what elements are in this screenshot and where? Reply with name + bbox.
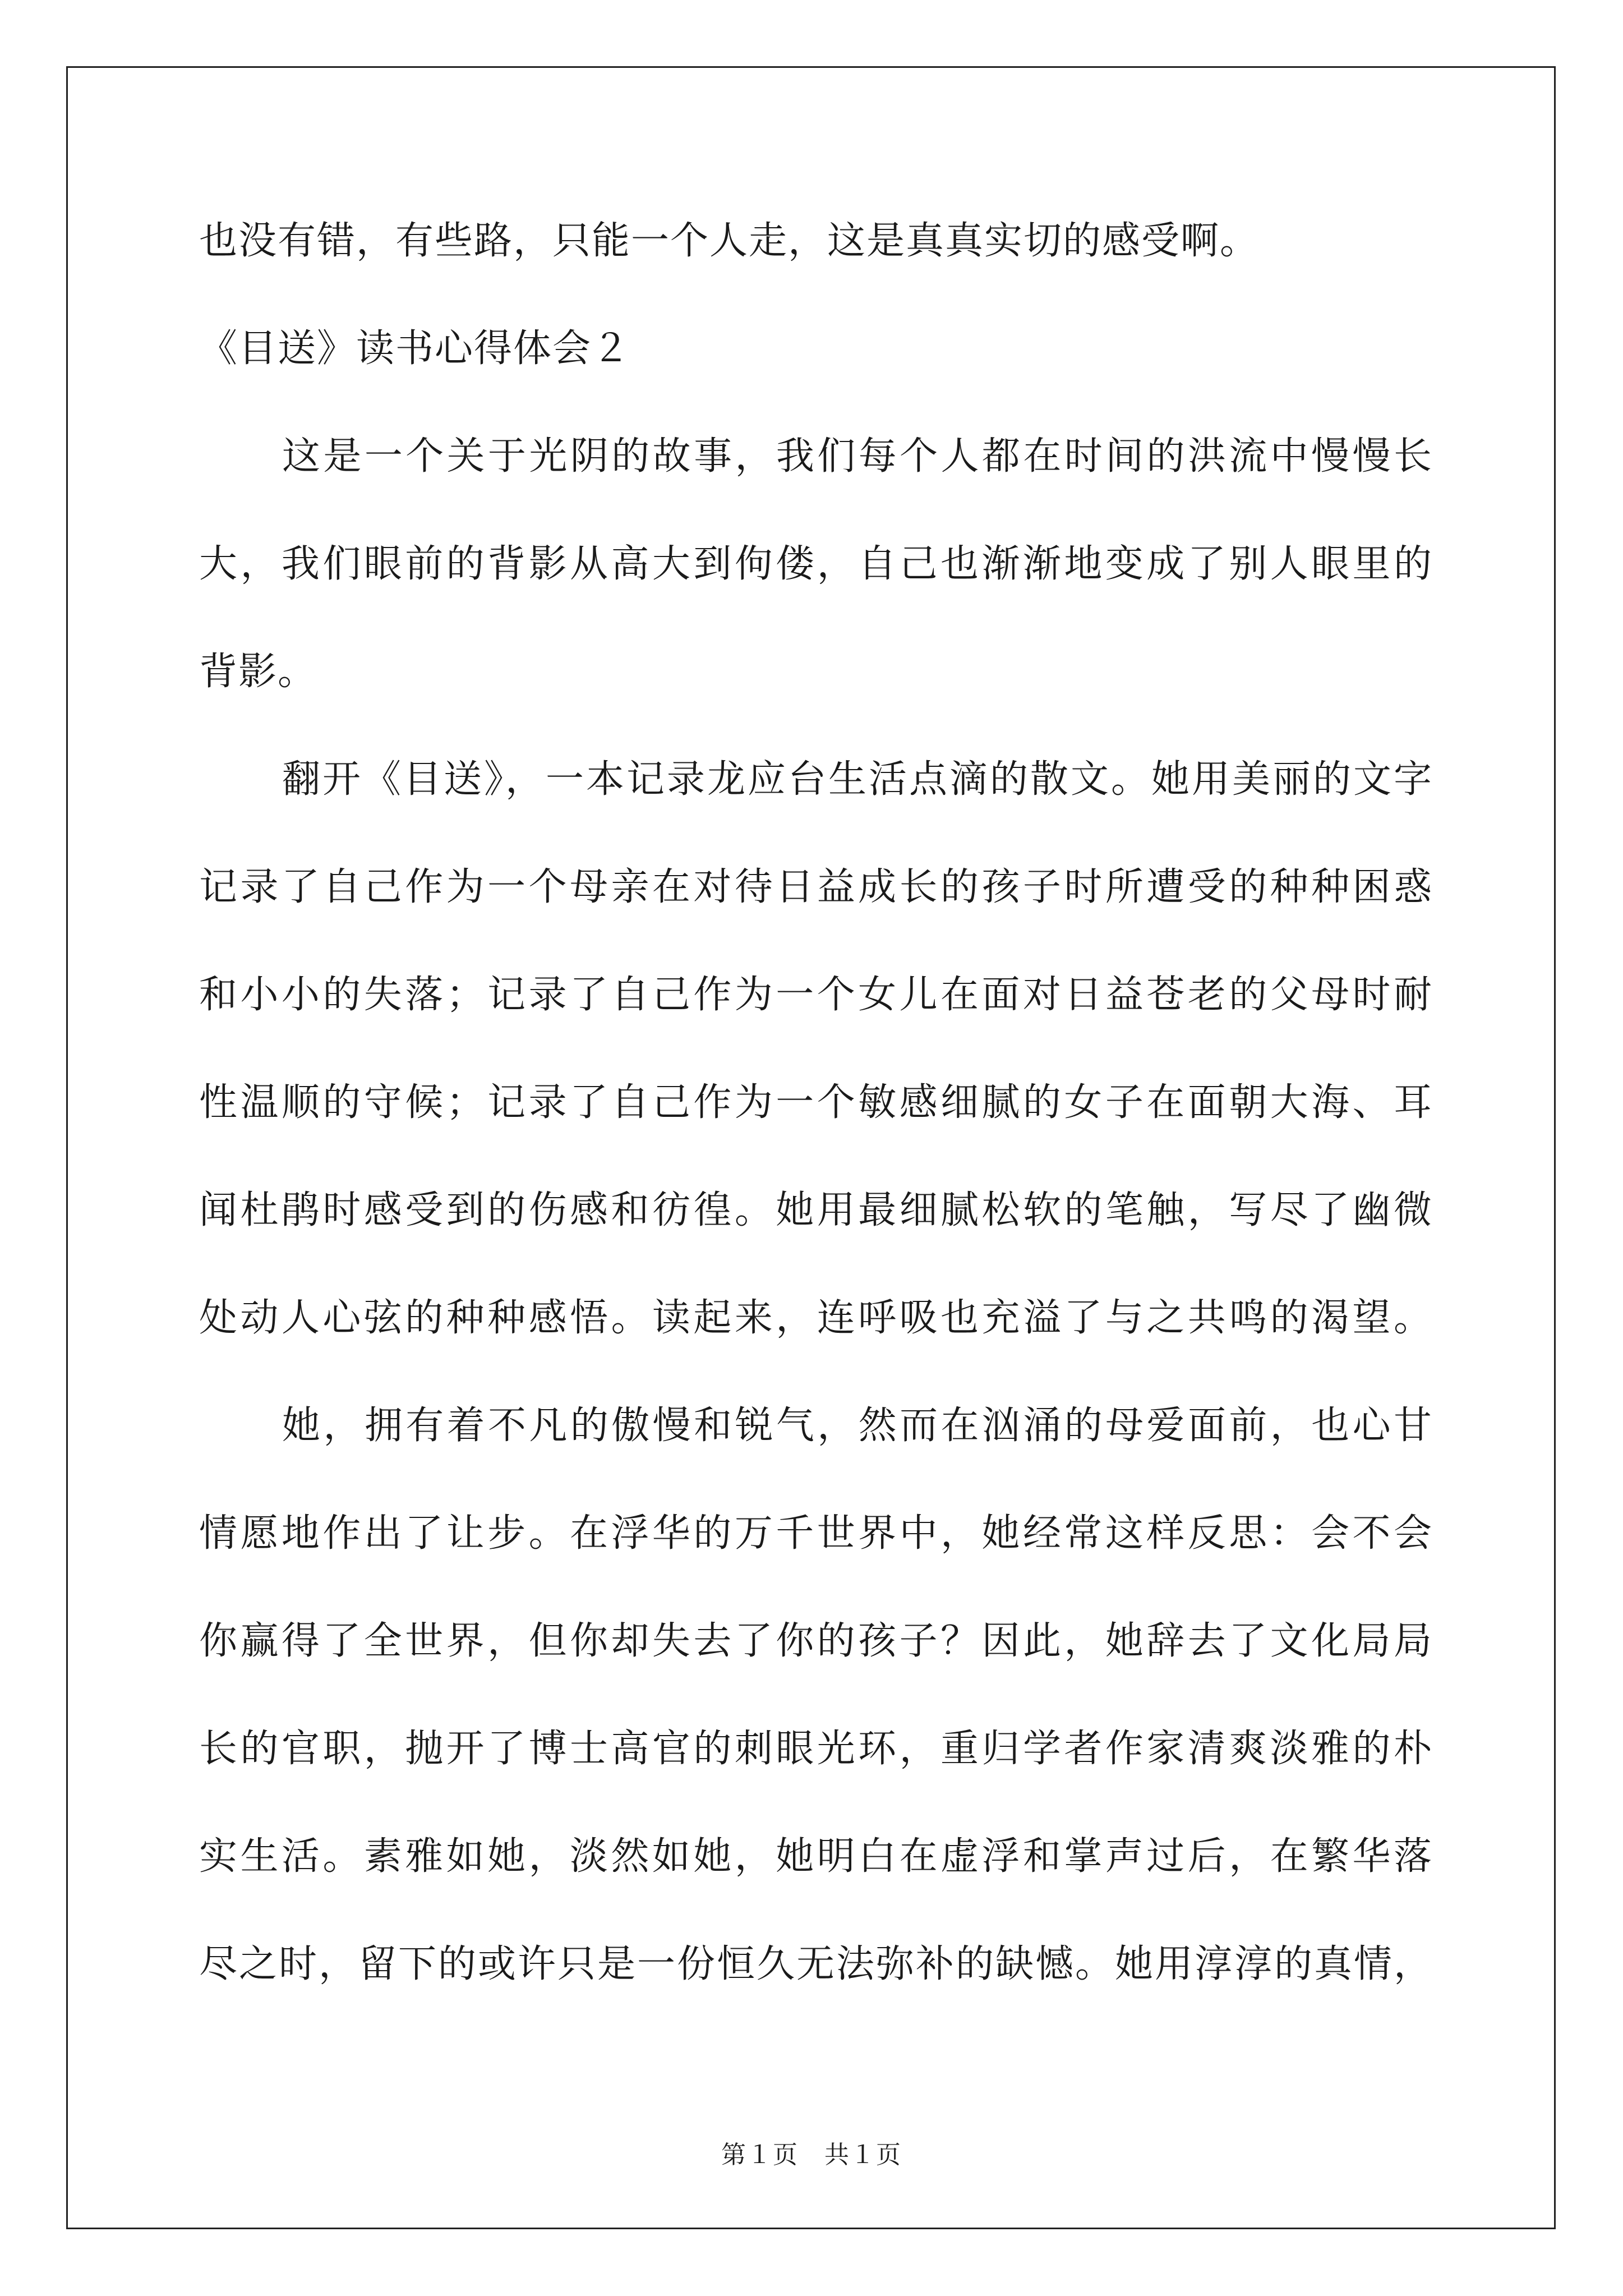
- page-number-footer: 第１页 共１页: [721, 2141, 902, 2169]
- paragraph-first-line: 这是一个关于光阴的故事，我们每个人都在时间的洪流中慢慢长: [282, 434, 1433, 478]
- text-line: 尽之时，留下的或许只是一份恒久无法弥补的缺憾。她用淳淳的真情，: [199, 1942, 1433, 1986]
- text-line: 长的官职，抛开了博士高官的刺眼光环，重归学者作家清爽淡雅的朴: [199, 1727, 1433, 1771]
- text-line: 性温顺的守候；记录了自己作为一个敏感细腻的女子在面朝大海、耳: [199, 1080, 1433, 1125]
- text-line: 和小小的失落；记录了自己作为一个女儿在面对日益苍老的父母时耐: [199, 973, 1433, 1017]
- paragraph-first-line: 翻开《目送》，一本记录龙应台生活点滴的散文。她用美丽的文字: [282, 757, 1433, 802]
- text-line: 大，我们眼前的背影从高大到佝偻，自己也渐渐地变成了别人眼里的: [199, 542, 1433, 586]
- text-line: 闻杜鹃时感受到的伤感和彷徨。她用最细腻松软的笔触，写尽了幽微: [199, 1188, 1433, 1232]
- text-line: 背影。: [199, 650, 317, 694]
- text-line: 也没有错，有些路，只能一个人走，这是真真实切的感受啊。: [199, 219, 1260, 263]
- text-line: 情愿地作出了让步。在浮华的万千世界中，她经常这样反思：会不会: [199, 1511, 1433, 1556]
- text-line: 记录了自己作为一个母亲在对待日益成长的孩子时所遭受的种种困惑: [199, 865, 1433, 909]
- paragraph-first-line: 她，拥有着不凡的傲慢和锐气，然而在汹涌的母爱面前，也心甘: [282, 1404, 1433, 1448]
- document-body: [199, 213, 1433, 2044]
- text-line: 实生活。素雅如她，淡然如她，她明白在虚浮和掌声过后，在繁华落: [199, 1834, 1433, 1879]
- section-title: 《目送》读书心得体会２: [199, 326, 631, 371]
- text-line: 处动人心弦的种种感悟。读起来，连呼吸也充溢了与之共鸣的渴望。: [199, 1296, 1433, 1340]
- text-line: 你赢得了全世界，但你却失去了你的孩子？因此，她辞去了文化局局: [199, 1619, 1433, 1663]
